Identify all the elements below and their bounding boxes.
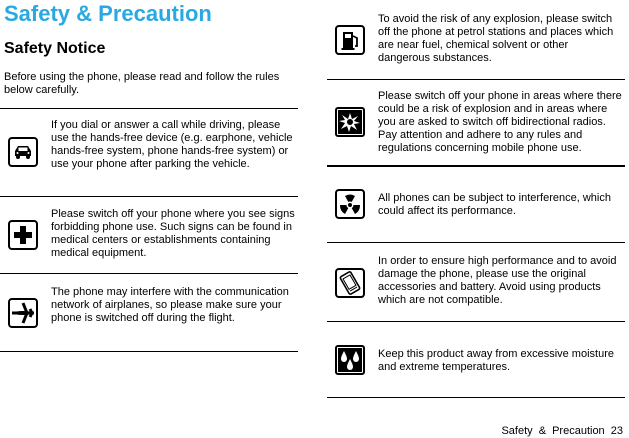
medical-cross-icon	[8, 220, 38, 250]
notice-item-medical	[0, 196, 298, 273]
notice-item-interference	[327, 165, 625, 242]
notice-item-moisture	[327, 321, 625, 398]
notice-text: Please switch off your phone in areas where there could be a risk of explosion and in areas where you are asked to switch off bidirectional radios. Pay attention and adhere to any rules and regulations concerning mobile phone use.	[378, 90, 622, 154]
fuel-pump-icon	[335, 25, 365, 55]
radiation-icon	[335, 189, 365, 219]
phone-accessory-icon	[335, 268, 365, 298]
notice-text: In order to ensure high performance and to avoid damage the phone, please use the original accessories and battery. Avoid using products which are not compatible.	[378, 255, 617, 306]
notice-item-explosion	[327, 79, 625, 165]
right-notice-list	[327, 0, 625, 398]
explosion-icon	[335, 107, 365, 137]
notice-item-airplane	[0, 273, 298, 352]
left-notice-list	[0, 108, 298, 352]
intro-text: Before using the phone, please read and follow the rules below carefully.	[4, 71, 280, 96]
car-icon	[8, 137, 38, 167]
page-footer	[501, 425, 623, 437]
notice-text: Keep this product away from excessive moisture and extreme temperatures.	[378, 348, 614, 373]
notice-text: The phone may interfere with the communication network of airplanes, so please make sure your phone is switched off during the flight.	[51, 286, 289, 324]
airplane-icon	[8, 298, 38, 328]
section-heading: Safety Notice	[4, 40, 106, 57]
notice-text: All phones can be subject to interference, which could affect its performance.	[378, 192, 611, 217]
notice-text: Please switch off your phone where you see signs forbidding phone use. Such signs can be found in medical centers or establishments containing medical equipment.	[51, 208, 295, 259]
water-drops-icon	[335, 345, 365, 375]
page-title: Safety & Precaution	[4, 1, 212, 26]
notice-text: If you dial or answer a call while driving, please use the hands-free device (e.g. earphone, vehicle hands-free system, phone hands-free system) or use your phone after parking the vehicle.	[51, 119, 293, 170]
notice-item-fuel	[327, 0, 625, 79]
footer-section-label: Safety & Precaution	[501, 425, 605, 437]
notice-text: To avoid the risk of any explosion, please switch off the phone at petrol stations and places which are near fuel, chemical solvent or other dangerous substances.	[378, 13, 614, 64]
notice-item-accessories	[327, 242, 625, 321]
page-number: 23	[610, 425, 623, 437]
notice-item-driving	[0, 108, 298, 196]
